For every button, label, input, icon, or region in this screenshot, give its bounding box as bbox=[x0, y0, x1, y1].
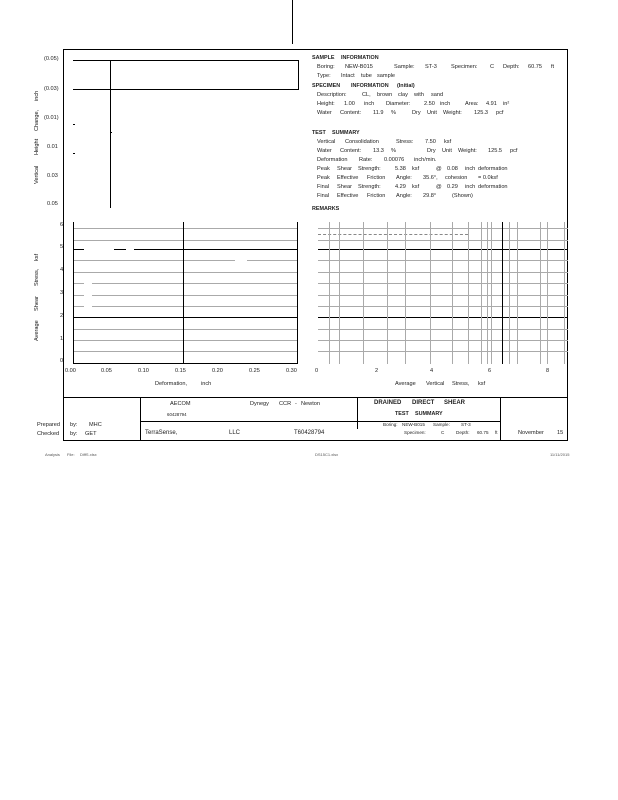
field-value: sample bbox=[377, 73, 396, 79]
y-axis-label: Stress, bbox=[34, 268, 40, 286]
field-value: 60.75 bbox=[477, 430, 489, 435]
field-unit: inch bbox=[440, 101, 451, 107]
summary-text: Final bbox=[317, 193, 330, 199]
x-axis-label: inch bbox=[201, 381, 212, 387]
field-label: Depth: bbox=[456, 430, 470, 435]
x-tick: 6 bbox=[488, 368, 492, 374]
field-label: Sample: bbox=[394, 64, 415, 70]
field-unit: inch bbox=[364, 101, 375, 107]
y-axis-label: Average bbox=[34, 320, 40, 341]
summary-value: = 0.0ksf bbox=[478, 175, 498, 181]
section-title: INFORMATION bbox=[351, 83, 389, 89]
summary-text: Effective bbox=[337, 193, 359, 199]
field-value: brown bbox=[377, 92, 393, 98]
report-date: 15 bbox=[557, 430, 564, 436]
summary-text: @ bbox=[436, 184, 442, 190]
summary-text: (Shown) bbox=[452, 193, 473, 199]
field-value: C bbox=[441, 430, 445, 435]
summary-value: 13.3 bbox=[373, 148, 384, 154]
field-value: 125.3 bbox=[474, 110, 488, 116]
y-tick: 0.01 bbox=[47, 144, 58, 150]
project-name: - bbox=[295, 401, 297, 407]
summary-text: Friction bbox=[367, 175, 386, 181]
project-number: 60428794 bbox=[167, 412, 187, 417]
report-subtitle: SUMMARY bbox=[415, 411, 443, 417]
x-axis-label: Average bbox=[395, 381, 416, 387]
summary-value: 29.8° bbox=[423, 193, 437, 199]
company-name: LLC bbox=[229, 430, 241, 436]
y-axis-label: ksf bbox=[34, 253, 40, 261]
summary-text: Stress: bbox=[396, 139, 414, 145]
x-tick: 0.20 bbox=[212, 368, 223, 374]
summary-unit: inch/min. bbox=[414, 157, 437, 163]
field-value: Intact bbox=[341, 73, 355, 79]
summary-text: Vertical bbox=[317, 139, 336, 145]
summary-text: Strength: bbox=[358, 166, 381, 172]
field-value: sand bbox=[431, 92, 444, 98]
field-unit: ft bbox=[551, 64, 555, 70]
x-tick: 0 bbox=[315, 368, 319, 374]
summary-value: 0.00076 bbox=[384, 157, 405, 163]
field-unit: ft bbox=[495, 430, 498, 435]
field-value: ST-3 bbox=[461, 422, 471, 427]
field-label: Boring: bbox=[383, 422, 398, 427]
section-title: SUMMARY bbox=[332, 130, 360, 136]
field-label: Diameter: bbox=[386, 101, 411, 107]
remarks-label: REMARKS bbox=[312, 206, 340, 212]
field-label: Area: bbox=[465, 101, 479, 107]
footer-file-name: DS15C1.xlsx bbox=[315, 452, 339, 457]
field-label: Unit bbox=[427, 110, 437, 116]
summary-text: Weight: bbox=[458, 148, 477, 154]
summary-text: deformation bbox=[478, 184, 508, 190]
footer-date: 11/11/2015 bbox=[550, 452, 570, 457]
checked-value: GET bbox=[85, 431, 97, 437]
summary-text: Shear bbox=[337, 184, 352, 190]
summary-value: 0.29 bbox=[447, 184, 458, 190]
summary-unit: pcf bbox=[510, 148, 518, 154]
prepared-label: by: bbox=[70, 422, 78, 428]
y-tick: 0 bbox=[60, 358, 64, 364]
summary-unit: % bbox=[391, 148, 396, 154]
report-subtitle: TEST bbox=[395, 411, 409, 417]
field-value: CL, bbox=[362, 92, 371, 98]
field-label: Dry bbox=[412, 110, 421, 116]
summary-text: deformation bbox=[478, 166, 508, 172]
x-tick: 8 bbox=[546, 368, 550, 374]
summary-text: Friction bbox=[367, 193, 386, 199]
summary-text: Rate: bbox=[359, 157, 373, 163]
summary-text: Unit bbox=[442, 148, 452, 154]
x-tick: 0.30 bbox=[286, 368, 297, 374]
y-axis-label: Change, bbox=[34, 109, 40, 131]
client: AECOM bbox=[170, 401, 191, 407]
y-axis-label: Height bbox=[34, 138, 40, 155]
field-unit: % bbox=[391, 110, 396, 116]
y-tick: (0.01) bbox=[44, 115, 59, 121]
project-name: Dynegy bbox=[250, 401, 269, 407]
field-value: NEW-B015 bbox=[345, 64, 373, 70]
x-tick: 0.10 bbox=[138, 368, 149, 374]
checked-label: Checked bbox=[37, 431, 60, 437]
report-title: DRAINED bbox=[374, 400, 402, 406]
company-name: TerraSense, bbox=[145, 430, 178, 436]
field-label: Sample: bbox=[433, 422, 450, 427]
x-tick: 2 bbox=[375, 368, 379, 374]
field-value: tube bbox=[361, 73, 372, 79]
field-label: Specimen: bbox=[404, 430, 426, 435]
checked-label: by: bbox=[70, 431, 78, 437]
field-value: 1.00 bbox=[344, 101, 355, 107]
summary-text: cohesion bbox=[445, 175, 468, 181]
field-value: 60.75 bbox=[528, 64, 542, 70]
summary-text: Content: bbox=[340, 148, 362, 154]
field-label: Depth: bbox=[503, 64, 520, 70]
field-value: 11.9 bbox=[373, 110, 384, 116]
section-title: SAMPLE bbox=[312, 55, 335, 61]
project-name: Newton bbox=[301, 401, 320, 407]
x-tick: 0.15 bbox=[175, 368, 186, 374]
field-value: with bbox=[414, 92, 424, 98]
summary-text: Angle: bbox=[396, 175, 412, 181]
summary-value: 125.5 bbox=[488, 148, 502, 154]
x-tick: 4 bbox=[430, 368, 434, 374]
y-tick: 1 bbox=[60, 336, 64, 342]
prepared-value: MHC bbox=[89, 422, 102, 428]
field-label: Description: bbox=[317, 92, 347, 98]
x-tick: 0.05 bbox=[101, 368, 112, 374]
summary-text: Angle: bbox=[396, 193, 412, 199]
summary-value: 35.6°, bbox=[423, 175, 438, 181]
y-tick: 4 bbox=[60, 267, 64, 273]
field-value: 4.91 bbox=[486, 101, 497, 107]
field-unit: pcf bbox=[496, 110, 504, 116]
footer-analysis: Analysis bbox=[45, 452, 60, 457]
summary-text: Water bbox=[317, 148, 332, 154]
y-axis-label: inch bbox=[34, 90, 40, 101]
summary-value: 7.50 bbox=[425, 139, 436, 145]
footer-analysis: DiffS.xlsx bbox=[80, 452, 97, 457]
summary-unit: ksf bbox=[412, 184, 420, 190]
y-tick: 2 bbox=[60, 313, 64, 319]
y-axis-label: Shear bbox=[34, 296, 40, 311]
y-axis-label: Vertical bbox=[34, 165, 40, 184]
summary-unit: inch bbox=[465, 184, 476, 190]
summary-unit: ksf bbox=[444, 139, 452, 145]
report-date: November bbox=[518, 430, 544, 436]
summary-text: Shear bbox=[337, 166, 352, 172]
y-tick: 0.05 bbox=[47, 201, 58, 207]
report-title: DIRECT bbox=[412, 400, 435, 406]
field-label: Height: bbox=[317, 101, 335, 107]
field-label: Specimen: bbox=[451, 64, 478, 70]
job-number: T60428794 bbox=[294, 430, 325, 436]
section-title: TEST bbox=[312, 130, 326, 136]
summary-text: Effective bbox=[337, 175, 359, 181]
summary-value: 0.08 bbox=[447, 166, 458, 172]
x-axis-label: ksf bbox=[478, 381, 486, 387]
y-tick: 0.03 bbox=[47, 173, 58, 179]
section-title: (Initial) bbox=[397, 83, 415, 89]
summary-unit: ksf bbox=[412, 166, 420, 172]
field-unit: in² bbox=[503, 101, 510, 107]
field-label: Content: bbox=[340, 110, 362, 116]
summary-text: Peak bbox=[317, 166, 330, 172]
summary-text: Dry bbox=[427, 148, 436, 154]
summary-text: Final bbox=[317, 184, 330, 190]
report-title: SHEAR bbox=[444, 400, 466, 406]
field-label: Boring: bbox=[317, 64, 335, 70]
field-value: C bbox=[490, 64, 495, 70]
summary-text: Peak bbox=[317, 175, 330, 181]
y-tick: (0.03) bbox=[44, 86, 59, 92]
summary-text: Consolidation bbox=[345, 139, 379, 145]
summary-value: 5.38 bbox=[395, 166, 406, 172]
summary-text: @ bbox=[436, 166, 442, 172]
y-tick: 6 bbox=[60, 222, 64, 228]
field-value: NEW-B015 bbox=[402, 422, 425, 427]
y-tick: 5 bbox=[60, 244, 64, 250]
summary-text: Strength: bbox=[358, 184, 381, 190]
y-tick: (0.05) bbox=[44, 56, 59, 62]
summary-unit: inch bbox=[465, 166, 476, 172]
y-tick: 3 bbox=[60, 290, 64, 296]
x-axis-label: Deformation, bbox=[155, 381, 188, 387]
field-value: 2.50 bbox=[424, 101, 435, 107]
field-value: ST-3 bbox=[425, 64, 437, 70]
section-title: SPECIMEN bbox=[312, 83, 341, 89]
summary-text: Deformation bbox=[317, 157, 348, 163]
field-label: Type: bbox=[317, 73, 331, 79]
field-label: Weight: bbox=[443, 110, 462, 116]
x-tick: 0.00 bbox=[65, 368, 76, 374]
summary-value: 4.29 bbox=[395, 184, 406, 190]
field-value: clay bbox=[398, 92, 408, 98]
field-label: Water bbox=[317, 110, 332, 116]
x-tick: 0.25 bbox=[249, 368, 260, 374]
footer-analysis: File: bbox=[67, 452, 75, 457]
x-axis-label: Vertical bbox=[426, 381, 445, 387]
prepared-label: Prepared bbox=[37, 422, 61, 428]
page-crop-mark bbox=[292, 0, 293, 44]
x-axis-label: Stress, bbox=[452, 381, 470, 387]
project-name: CCR bbox=[279, 401, 292, 407]
section-title: INFORMATION bbox=[341, 55, 379, 61]
